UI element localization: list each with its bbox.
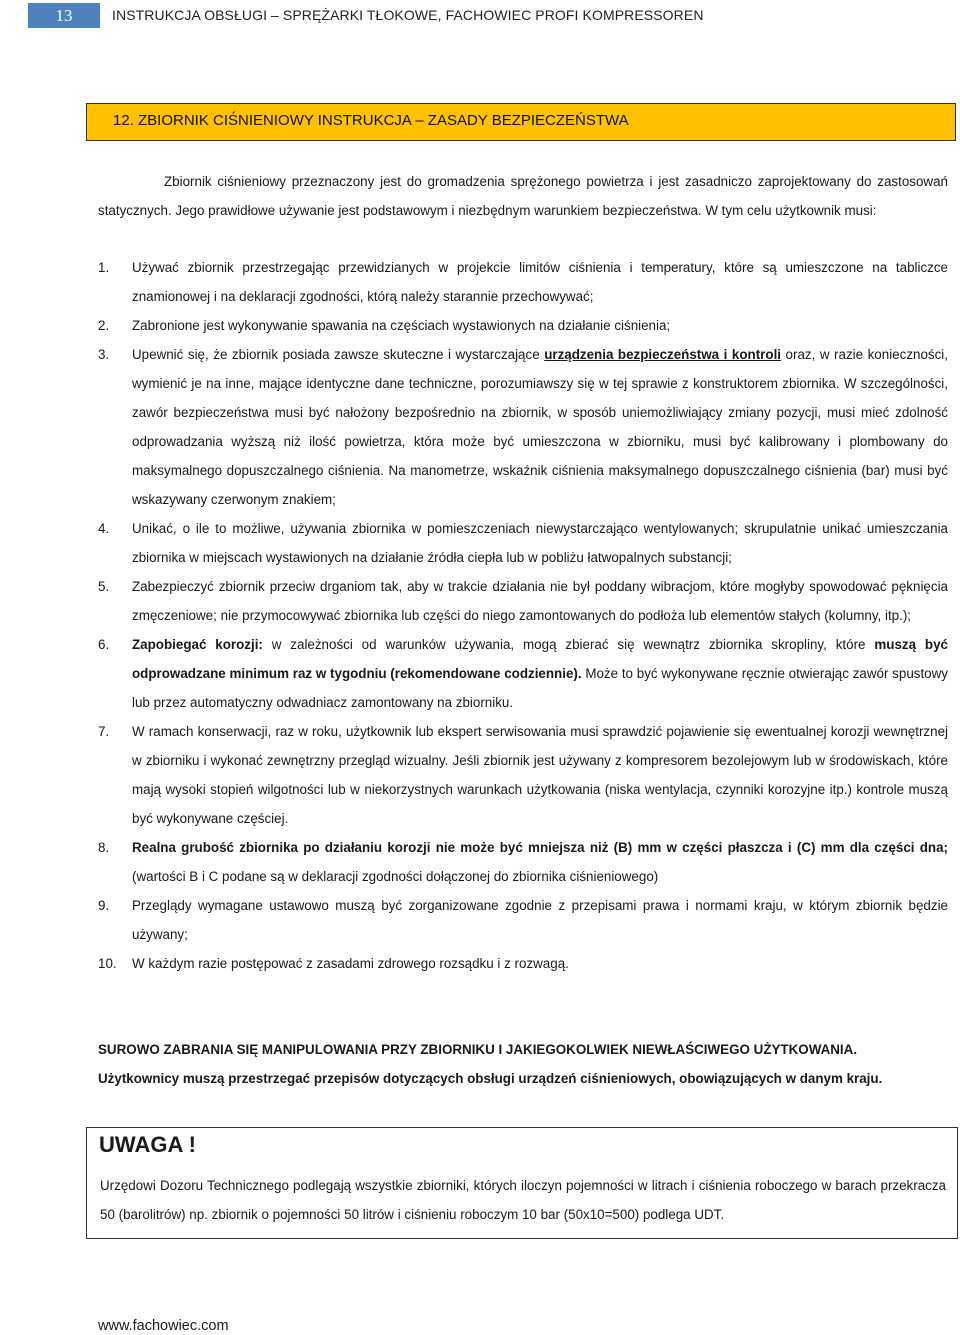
list-item-text: oraz, w razie konieczności, wymienić je na inne, mające identyczne dane techniczne, porozumiawszy się w tej sprawie z konstruktorem zbiornika. W szczególności, zawór bezpieczeństwa musi być nałożony bezpośrednio na zbiornik, w sposób uniemożliwiający zmiany pozycji, musi mieć zdolność odprowadzania wyższą niż ilość powietrza, która może być umieszczona w zbiorniku, musi być kalibrowany i plombowany do maksymalnego dopuszczalnego ciśnienia. Na manometrze, wskaźnik ciśnienia maksymalnego dopuszczalnego ciśnienia (bar) musi być wskazywany czerwonym znakiem; (132, 347, 948, 507)
list-item-number: 2. (98, 318, 110, 333)
list-item-number: 3. (98, 347, 110, 362)
warning-regulations: Użytkownicy muszą przestrzegać przepisów dotyczących obsługi urządzeń ciśnieniowych, obowiązujących w danym kraju. (98, 1071, 883, 1086)
list-item-text: Zabezpieczyć zbiornik przeciw drganiom tak, aby w trakcie działania nie był poddany wibracjom, które mogłyby spowodować pęknięcia zmęczeniowe; nie przymocowywać zbiornika lub części do niego zamontowanych do podłoża lub elementów stałych (kolumny, itp.); (132, 579, 948, 623)
list-item (98, 572, 948, 630)
list-item (98, 717, 948, 833)
instruction-list (98, 253, 948, 978)
list-item (98, 514, 948, 572)
list-item (98, 253, 948, 311)
list-item (98, 891, 948, 949)
notice-title: UWAGA ! (99, 1132, 196, 1157)
list-item-text: Przeglądy wymagane ustawowo muszą być zorganizowane zgodnie z przepisami prawa i normami kraju, w którym zbiornik będzie używany; (132, 898, 948, 942)
list-item-text: W ramach konserwacji, raz w roku, użytkownik lub ekspert serwisowania musi sprawdzić pojawienie się ewentualnej korozji wewnętrznej w zbiorniku i wykonać zewnętrzny przegląd wizualny. Jeśli zbiornik jest używany z kompresorem bezolejowym lub w środowiskach, które mają wysoki stopień wilgotności lub w niekorzystnych warunkach użytkowania (niska wentylacja, czynniki korozyjne itp.) kontrole muszą być wykonywane częściej. (132, 724, 948, 826)
list-item-text: Upewnić się, że zbiornik posiada zawsze skuteczne i wystarczające (132, 347, 545, 362)
list-item-text: Zabronione jest wykonywanie spawania na częściach wystawionych na działanie ciśnienia; (132, 318, 671, 333)
list-item-emphasis: Zapobiegać korozji: (132, 637, 263, 652)
list-item-text: w zależności od warunków używania, mogą zbierać się wewnątrz zbiornika skropliny, które (262, 637, 875, 652)
intro-paragraph: Zbiornik ciśnieniowy przeznaczony jest do gromadzenia sprężonego powietrza i jest zasadniczo zaprojektowany do zastosowań statycznych. Jego prawidłowe używanie jest podstawowym i niezbędnym warunkiem bezpieczeństwa. W tym celu użytkownik musi: (98, 174, 948, 218)
list-item-text: W każdym razie postępować z zasadami zdrowego rozsądku i z rozwagą. (132, 956, 569, 971)
section-title: 12. ZBIORNIK CIŚNIENIOWY INSTRUKCJA – ZASADY BEZPIECZEŃSTWA (113, 112, 629, 129)
list-item-number: 5. (98, 579, 110, 594)
section-heading-bar (86, 103, 956, 141)
warning-prohibition: SUROWO ZABRANIA SIĘ MANIPULOWANIA PRZY ZBIORNIKU I JAKIEGOKOLWIEK NIEWŁAŚCIWEGO UŻYTKOWANIA. (98, 1042, 858, 1057)
list-item-number: 4. (98, 521, 110, 536)
footer-url: www.fachowiec.com (98, 1318, 229, 1334)
list-item (98, 949, 948, 978)
list-item-number: 9. (98, 898, 110, 913)
list-item (98, 630, 948, 717)
list-item-number: 7. (98, 724, 110, 739)
list-item-emphasis: muszą być odprowadzane minimum raz w tygodniu (rekomendowane codziennie). (132, 637, 948, 681)
list-item-emphasis: urządzenia bezpieczeństwa i kontroli (544, 347, 782, 362)
list-item-emphasis: Realna grubość zbiornika po działaniu korozji nie może być mniejsza niż (B) mm w części płaszcza i (C) mm dla części dna; (132, 840, 948, 855)
list-item-number: 1. (98, 260, 110, 275)
notice-box (86, 1127, 958, 1239)
header-title: INSTRUKCJA OBSŁUGI – SPRĘŻARKI TŁOKOWE, FACHOWIEC PROFI KOMPRESSOREN (112, 7, 704, 23)
list-item-text: Może to być wykonywane ręcznie otwierając zawór spustowy lub przez automatyczny odwadniacz zamontowany na zbiorniku. (132, 666, 948, 710)
list-item-number: 6. (98, 637, 110, 652)
list-item-number: 10. (98, 956, 117, 971)
list-item-text: Unikać, o ile to możliwe, używania zbiornika w pomieszczeniach niewystarczająco wentylowanych; skrupulatnie unikać umieszczania zbiornika w miejscach wystawionych na działanie źródła ciepła lub w pobliżu łatwopalnych substancji; (132, 521, 948, 565)
page-header (0, 0, 960, 34)
list-item-number: 8. (98, 840, 110, 855)
list-item (98, 833, 948, 891)
list-item-text: (wartości B i C podane są w deklaracji zgodności dołączonej do zbiornika ciśnieniowego) (132, 869, 659, 884)
list-item-text: Używać zbiornik przestrzegając przewidzianych w projekcie limitów ciśnienia i temperatury, które są umieszczone na tabliczce znamionowej i na deklaracji zgodności, którą należy starannie przechowywać; (132, 260, 948, 304)
list-item (98, 311, 948, 340)
notice-text: Urzędowi Dozoru Technicznego podlegają wszystkie zbiorniki, których iloczyn pojemności w litrach i ciśnienia roboczego w barach przekracza 50 (barolitrów) np. zbiornik o pojemności 50 litrów i ciśnieniu roboczym 10 bar (50x10=500) podlega UDT. (100, 1178, 946, 1222)
list-item (98, 340, 948, 514)
page-number: 13 (28, 3, 100, 28)
